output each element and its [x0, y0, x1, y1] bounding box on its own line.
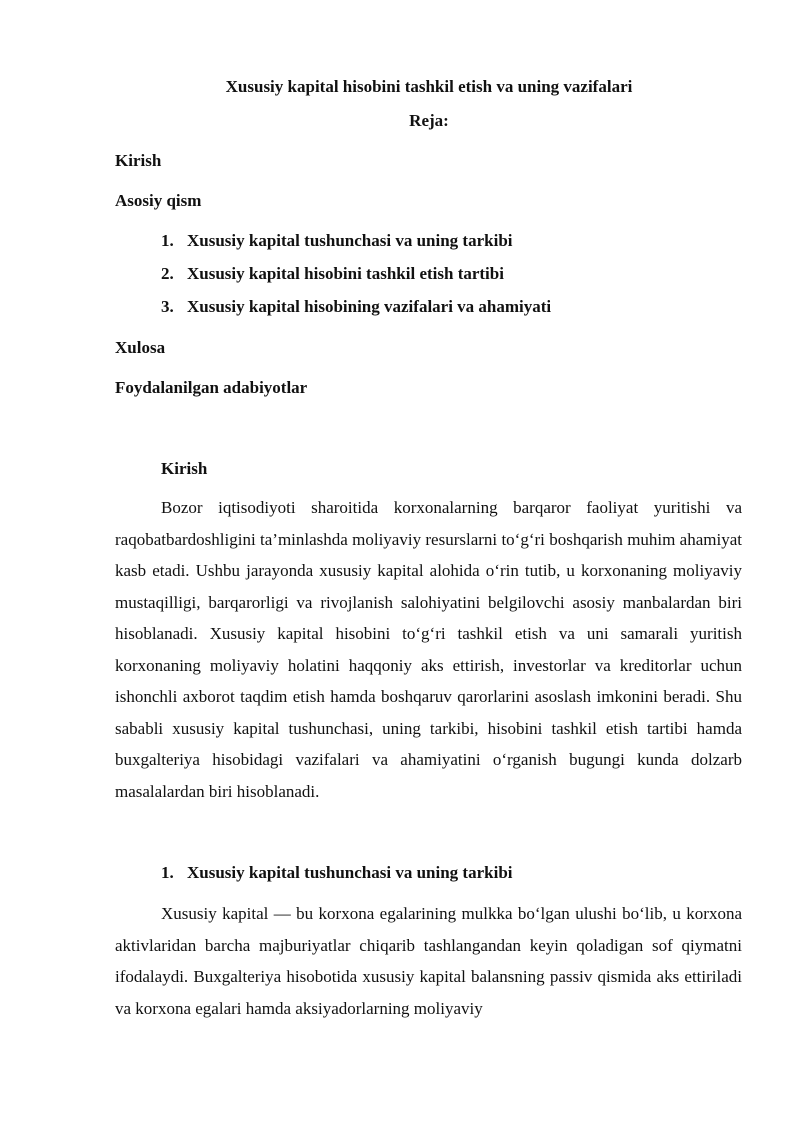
- intro-heading: Kirish: [161, 459, 208, 478]
- section-1-title: Xususiy kapital tushunchasi va uning tarkibi: [187, 863, 513, 882]
- outline-intro: Kirish: [115, 151, 162, 170]
- section-1-heading: [161, 862, 513, 884]
- intro-paragraph-text: Bozor iqtisodiyoti sharoitida korxonalarning barqaror faoliyat yuritishi va raqobatbardoshligini ta’minlashda moliyaviy resurslarni to‘g‘ri boshqarish muhim ahamiyat kasb etadi. Ushbu jarayonda xususiy kapital alohida o‘rin tutib, u korxonaning moliyaviy mustaqilligi, barqarorligi va rivojlanish salohiyatini belgilovchi asosiy manbalardan biri hisoblanadi. Xususiy kapital hisobini to‘g‘ri tashkil etish va uni samarali yuritish korxonaning moliyaviy holatini haqqoniy aks ettirish, investorlar va kreditorlar uchun ishonchli axborot taqdim etish hamda boshqaruv qarorlarini asoslash imkonini beradi. Shu sababli xususiy kapital tushunchasi, uning tarkibi, hisobini tashkil etish tartibi hamda buxgalteriya hisobidagi vazifalari va ahamiyatini o‘rganish bugungi kunda dolzarb masalalardan biri hisoblanadi.: [115, 498, 742, 801]
- outline-item-number: 1.: [161, 231, 174, 250]
- outline-conclusion: Xulosa: [115, 338, 166, 357]
- outline-item: [161, 263, 504, 285]
- outline-item-text: Xususiy kapital tushunchasi va uning tarkibi: [187, 231, 513, 250]
- outline-references: Foydalanilgan adabiyotlar: [115, 378, 308, 397]
- section-1-paragraph-text: Xususiy kapital — bu korxona egalarining mulkka bo‘lgan ulushi bo‘lib, u korxona aktivlaridan barcha majburiyatlar chiqarib tashlangandan keyin qoladigan sof qiymatni ifodalaydi. Buxgalteriya hisobotida xususiy kapital balansning passiv qismida aks ettiriladi va korxona egalari hamda aksiyadorlarning moliyaviy: [115, 904, 742, 1018]
- intro-paragraph: [115, 492, 742, 807]
- outline-item-number: 3.: [161, 297, 174, 316]
- document-title: Xususiy kapital hisobini tashkil etish va uning vazifalari: [225, 77, 633, 96]
- section-1-number: 1.: [161, 863, 174, 882]
- outline-item-text: Xususiy kapital hisobini tashkil etish tartibi: [187, 264, 504, 283]
- outline-item: [161, 296, 551, 318]
- outline-item-number: 2.: [161, 264, 174, 283]
- outline-main-part: Asosiy qism: [115, 191, 202, 210]
- section-1-paragraph: [115, 898, 742, 1024]
- outline-item-text: Xususiy kapital hisobining vazifalari va ahamiyati: [187, 297, 552, 316]
- outline-item: [161, 230, 513, 252]
- plan-label: Reja:: [409, 111, 449, 130]
